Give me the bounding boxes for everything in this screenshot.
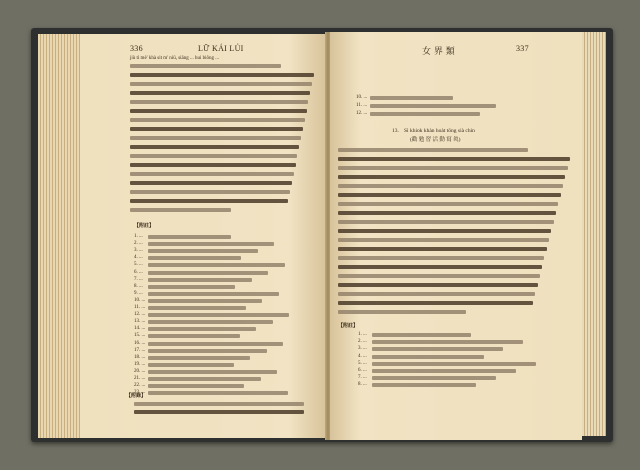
note-line bbox=[148, 271, 268, 275]
note-line bbox=[370, 112, 480, 116]
left-note-item: 6. ... bbox=[134, 269, 143, 275]
note-line bbox=[148, 285, 235, 289]
left-note-item: 9. ... bbox=[134, 290, 143, 296]
note-line bbox=[148, 249, 258, 253]
left-note-item: 21. ... bbox=[134, 376, 146, 381]
note-line bbox=[372, 355, 484, 359]
left-note-item: 1. ... bbox=[134, 234, 143, 239]
right-top-item: 10. ... bbox=[356, 95, 368, 100]
left-running-head: LỮ KÁI LỦI bbox=[198, 44, 244, 53]
text-line bbox=[130, 190, 290, 194]
left-note-item: 14. ... bbox=[134, 326, 146, 332]
note-line bbox=[148, 299, 262, 303]
text-line bbox=[130, 199, 288, 203]
left-note-item: 18. ... bbox=[134, 354, 146, 360]
right-page-edges bbox=[582, 32, 606, 436]
right-note-item: 1. ... bbox=[358, 332, 367, 337]
text-line bbox=[130, 73, 314, 77]
note-line bbox=[148, 377, 261, 381]
left-notes-label: 【附註】 bbox=[134, 224, 155, 229]
text-line bbox=[130, 208, 231, 212]
text-line bbox=[134, 402, 304, 406]
left-note-item: 19. ... bbox=[134, 361, 146, 367]
note-line bbox=[148, 320, 273, 324]
left-note-item: 16. ... bbox=[134, 340, 146, 346]
text-line bbox=[130, 64, 281, 68]
text-line bbox=[338, 274, 540, 278]
text-line bbox=[130, 118, 305, 122]
left-note-item: 7. ... bbox=[134, 276, 143, 282]
right-note-item: 4. ... bbox=[358, 353, 367, 359]
text-line bbox=[338, 211, 556, 215]
text-line bbox=[134, 410, 304, 414]
note-line bbox=[148, 370, 277, 374]
text-line bbox=[130, 154, 297, 158]
note-line bbox=[148, 363, 234, 367]
left-page-number: 336 bbox=[130, 44, 143, 53]
note-line bbox=[148, 235, 231, 239]
right-top-item: 12. ... bbox=[356, 111, 368, 116]
section-title: Sì khiok khàn hoàt tōng sià chin bbox=[404, 128, 475, 134]
right-page bbox=[330, 32, 582, 440]
right-note-item: 5. ... bbox=[358, 360, 367, 366]
note-line bbox=[372, 383, 476, 387]
note-line bbox=[148, 327, 256, 331]
note-line bbox=[370, 96, 453, 100]
note-line bbox=[148, 334, 240, 338]
text-line bbox=[338, 283, 538, 287]
note-line bbox=[370, 104, 496, 108]
note-line bbox=[148, 278, 252, 282]
left-appendix-label: 【附錄】 bbox=[126, 394, 147, 399]
left-note-item: 11. ... bbox=[134, 305, 146, 310]
text-line bbox=[338, 220, 554, 224]
right-running-head: 女 界 類 bbox=[422, 46, 456, 56]
text-line bbox=[338, 247, 547, 251]
text-line bbox=[338, 265, 542, 269]
text-line bbox=[338, 193, 561, 197]
left-note-item: 15. ... bbox=[134, 333, 146, 339]
note-line bbox=[148, 391, 288, 395]
text-line bbox=[338, 157, 570, 161]
text-line bbox=[338, 310, 466, 314]
right-notes-label: 【附註】 bbox=[338, 324, 359, 329]
left-page-edges bbox=[38, 34, 82, 438]
left-note-item: 20. ... bbox=[134, 368, 146, 374]
text-line bbox=[130, 181, 292, 185]
note-line bbox=[148, 384, 244, 388]
note-line bbox=[148, 292, 279, 296]
text-line bbox=[338, 301, 533, 305]
right-note-item: 7. ... bbox=[358, 375, 367, 381]
text-line bbox=[338, 238, 549, 242]
note-line bbox=[372, 333, 471, 337]
right-note-item: 6. ... bbox=[358, 368, 367, 373]
text-line bbox=[338, 256, 544, 260]
note-line bbox=[148, 242, 274, 246]
left-note-item: 8. ... bbox=[134, 283, 143, 289]
section-title-chinese: (勸 勉 習 活 動 寫 眞) bbox=[410, 137, 461, 143]
right-top-item: 11. ... bbox=[356, 103, 368, 108]
text-line bbox=[338, 292, 535, 296]
left-page bbox=[80, 34, 326, 438]
text-line bbox=[130, 109, 307, 113]
note-line bbox=[372, 347, 503, 351]
right-page-number: 337 bbox=[516, 44, 529, 53]
text-line bbox=[338, 148, 528, 152]
left-note-item: 5. ... bbox=[134, 262, 143, 268]
text-line bbox=[130, 82, 312, 86]
text-line bbox=[130, 127, 303, 131]
left-note-item: 17. ... bbox=[134, 347, 146, 353]
note-line bbox=[148, 256, 241, 260]
note-line bbox=[372, 362, 536, 366]
left-first-line: jiù tì mè' khà sit m' niū, siāng ... hui biông ... bbox=[130, 56, 220, 61]
left-note-item: 12. ... bbox=[134, 312, 146, 318]
left-note-item: 4. ... bbox=[134, 255, 143, 261]
right-note-item: 3. ... bbox=[358, 346, 367, 352]
left-note-item: 13. ... bbox=[134, 319, 146, 325]
note-line bbox=[372, 340, 523, 344]
note-line bbox=[148, 342, 283, 346]
note-line bbox=[148, 356, 250, 360]
left-note-item: 3. ... bbox=[134, 248, 143, 254]
left-note-item: 23. ... bbox=[134, 390, 146, 396]
text-line bbox=[130, 145, 299, 149]
note-line bbox=[372, 376, 496, 380]
text-line bbox=[338, 202, 558, 206]
text-line bbox=[338, 166, 568, 170]
right-note-item: 2. ... bbox=[358, 339, 367, 345]
text-line bbox=[130, 163, 296, 167]
note-line bbox=[372, 369, 516, 373]
text-line bbox=[130, 136, 301, 140]
text-line bbox=[130, 91, 310, 95]
note-line bbox=[148, 263, 285, 267]
left-note-item: 10. ... bbox=[134, 297, 146, 303]
section-number: 13. bbox=[392, 128, 399, 134]
right-note-item: 8. ... bbox=[358, 382, 367, 388]
note-line bbox=[148, 313, 289, 317]
note-line bbox=[148, 306, 246, 310]
note-line bbox=[148, 349, 267, 353]
left-note-item: 2. ... bbox=[134, 241, 143, 247]
text-line bbox=[130, 100, 308, 104]
left-note-item: 22. ... bbox=[134, 383, 146, 389]
text-line bbox=[130, 172, 294, 176]
text-line bbox=[338, 184, 563, 188]
text-line bbox=[338, 229, 551, 233]
text-line bbox=[338, 175, 565, 179]
